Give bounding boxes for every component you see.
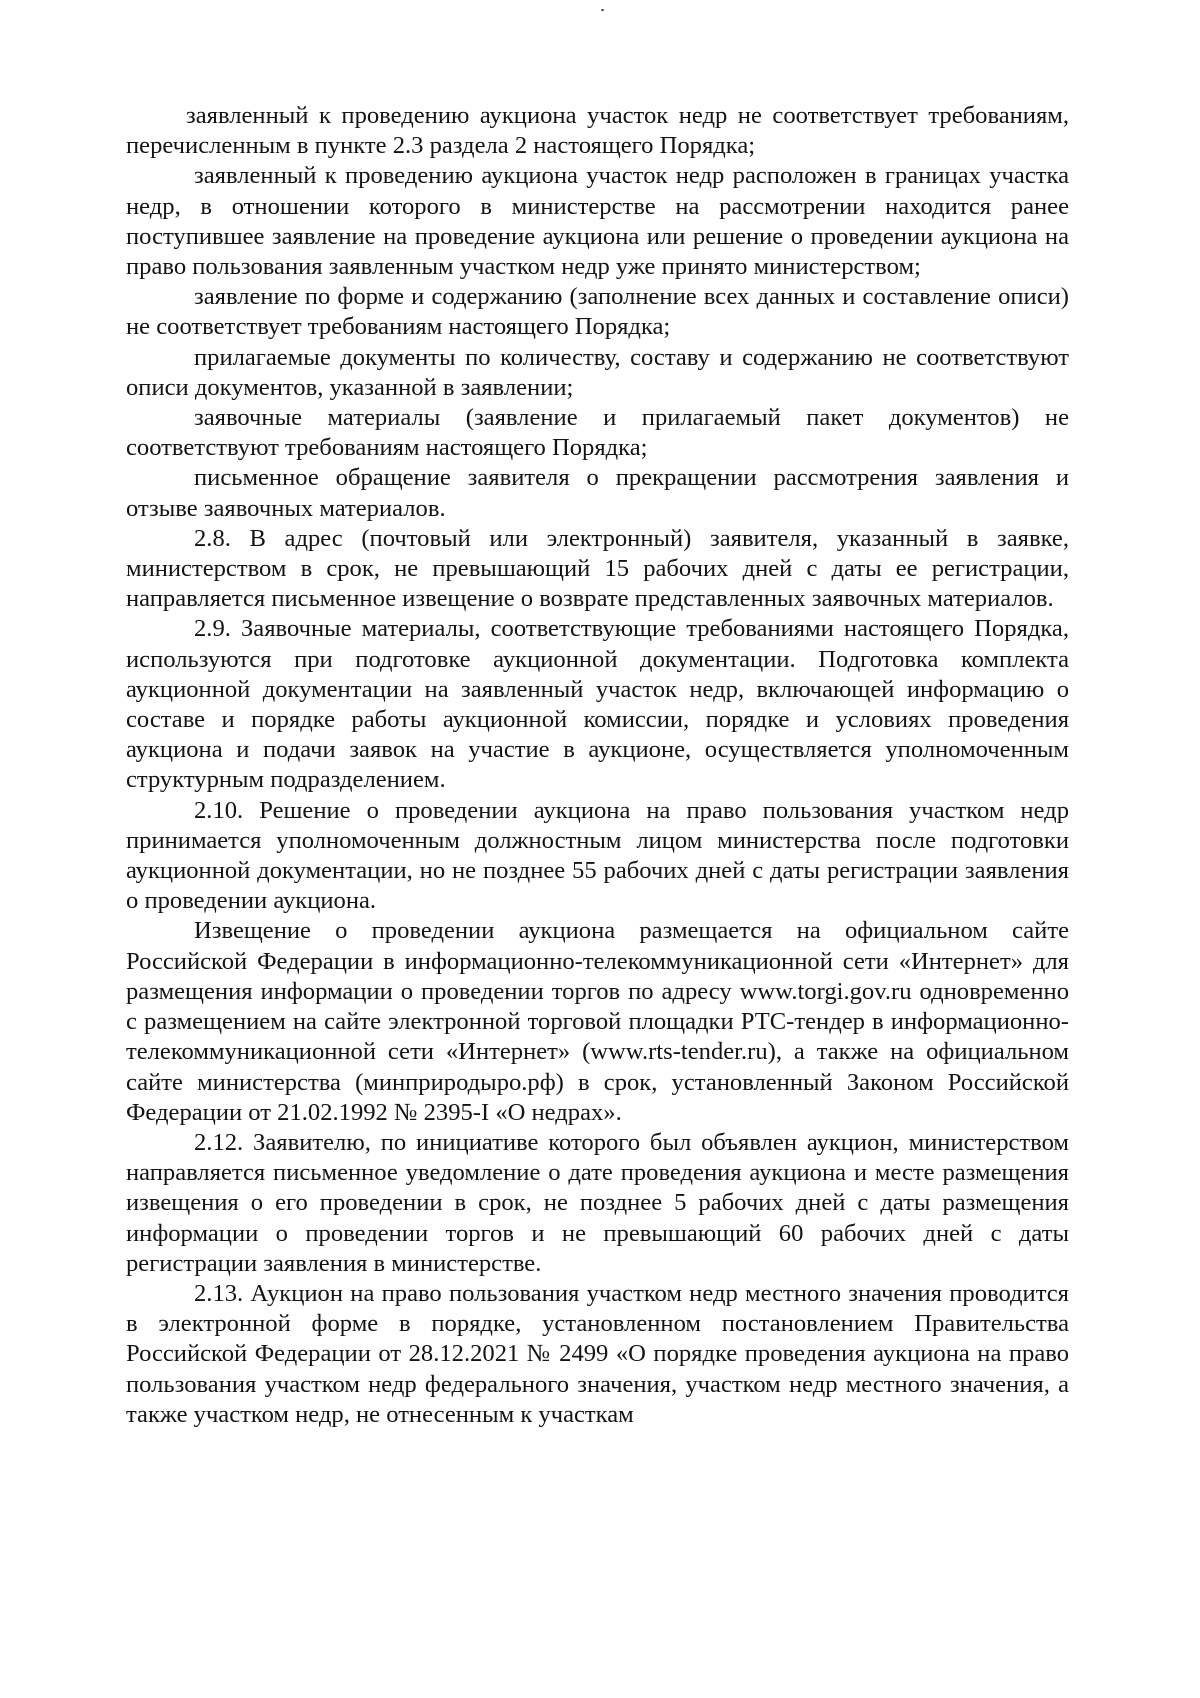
- paragraph-section-2-8: 2.8. В адрес (почтовый или электронный) заявителя, указанный в заявке, министерством в срок, не превышающий 15 рабочих дней с даты ее регистрации, направляется письменное извещение о возврате представленных заявочных материалов.: [126, 524, 1069, 613]
- paragraph-section-2-12: 2.12. Заявителю, по инициативе которого был объявлен аукцион, министерством направляется письменное уведомление о дате проведения аукциона и месте размещения извещения о его проведении в срок, не позднее 5 рабочих дней с даты размещения информации о проведении торгов и не превышающий 60 рабочих дней с даты регистрации заявления в министерстве.: [126, 1128, 1069, 1277]
- paragraph-list-item: заявление по форме и содержанию (заполнение всех данных и составление описи) не соответствует требованиям настоящего Порядка;: [126, 283, 1069, 341]
- document-page: [126, 101, 1069, 1430]
- paragraph-list-item: прилагаемые документы по количеству, составу и содержанию не соответствуют описи документов, указанной в заявлении;: [126, 343, 1069, 401]
- paragraph-section-2-9: 2.9. Заявочные материалы, соответствующие требованиями настоящего Порядка, используются при подготовке аукционной документации. Подготовка комплекта аукционной документации на заявленный участок недр, включающей информацию о составе и порядке работы аукционной комиссии, порядке и условиях проведения аукциона и подачи заявок на участие в аукционе, осуществляется уполномоченным структурным подразделением.: [126, 615, 1069, 794]
- paragraph-section-2-10: 2.10. Решение о проведении аукциона на право пользования участком недр принимается уполномоченным должностным лицом министерства после подготовки аукционной документации, но не позднее 55 рабочих дней с даты регистрации заявления о проведении аукциона.: [126, 796, 1069, 915]
- paragraph-list-item: заявленный к проведению аукциона участок недр не соответствует требованиям, перечисленным в пункте 2.3 раздела 2 настоящего Порядка;: [126, 102, 1069, 160]
- paragraph-section-2-13: 2.13. Аукцион на право пользования участком недр местного значения проводится в электронной форме в порядке, установленном постановлением Правительства Российской Федерации от 28.12.2021 № 2499 «О порядке проведения аукциона на право пользования участком недр федерального значения, участком недр местного значения, а также участком недр, не отнесенным к участкам: [126, 1279, 1069, 1428]
- paragraph-list-item: заявленный к проведению аукциона участок недр расположен в границах участка недр, в отношении которого в министерстве на рассмотрении находится ранее поступившее заявление на проведение аукциона или решение о проведении аукциона на право пользования заявленным участком недр уже принято министерством;: [126, 162, 1069, 281]
- paragraph-list-item: заявочные материалы (заявление и прилагаемый пакет документов) не соответствуют требованиям настоящего Порядка;: [126, 404, 1069, 462]
- paragraph-notice: Извещение о проведении аукциона размещается на официальном сайте Российской Федерации в информационно-телекоммуникационной сети «Интернет» для размещения информации о проведении торгов по адресу www.torgi.gov.ru одновременно с размещением на сайте электронной торговой площадки РТС-тендер в информационно-телекоммуникационной сети «Интернет» (www.rts-tender.ru), а также на официальном сайте министерства (минприродыро.рф) в срок, установленный Законом Российской Федерации от 21.02.1992 № 2395-I «О недрах».: [126, 917, 1069, 1126]
- paragraph-list-item: письменное обращение заявителя о прекращении рассмотрения заявления и отзыве заявочных материалов.: [126, 464, 1069, 522]
- scan-speck: [601, 9, 604, 11]
